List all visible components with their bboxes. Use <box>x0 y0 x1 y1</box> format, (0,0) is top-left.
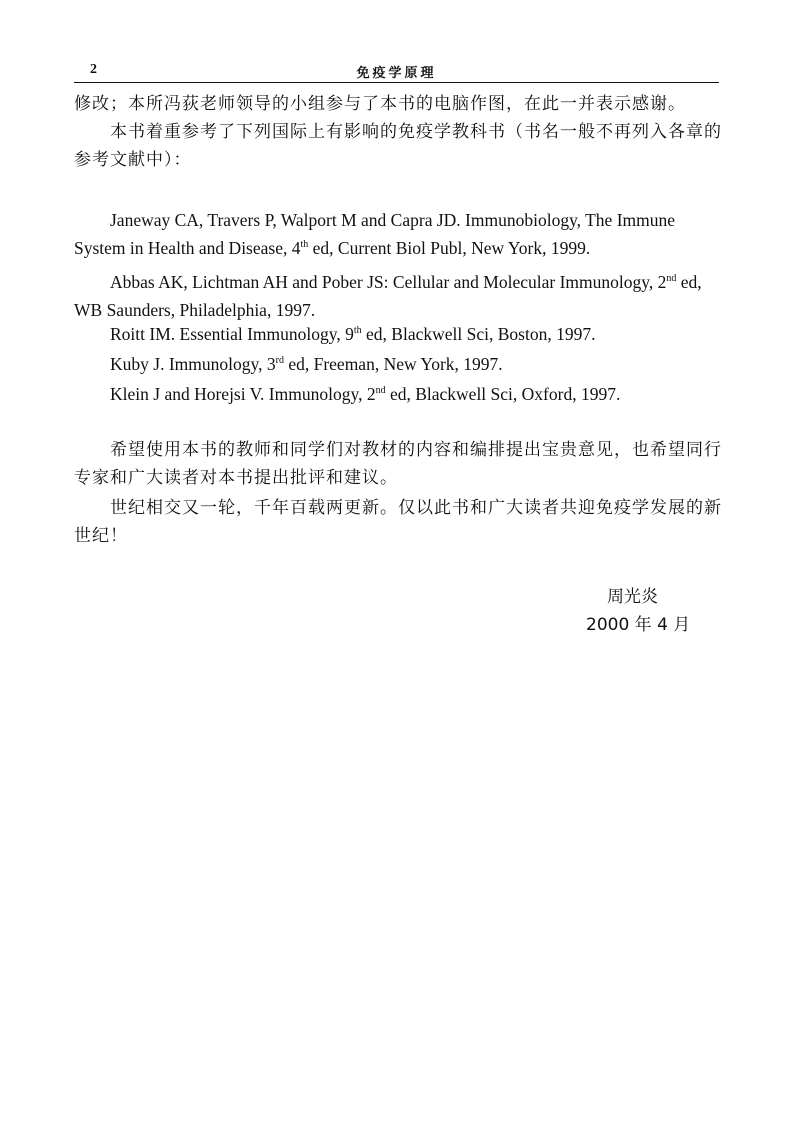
reference-entry: Janeway CA, Travers P, Walport M and Capra JD. Immunobiology, The Immune System in Health and Disease, 4th ed, Current Biol Publ, New York, 1999. <box>74 210 676 258</box>
paragraph-acknowledgement: 修改；本所冯荻老师领导的小组参与了本书的电脑作图，在此一并表示感谢。 <box>74 94 686 114</box>
paragraph-references-intro: 本书着重参考了下列国际上有影响的免疫学教科书（书名一般不再列入各章的参考文献中）： <box>74 122 722 170</box>
paragraph-feedback: 希望使用本书的教师和同学们对教材的内容和编排提出宝贵意见，也希望同行专家和广大读者对本书提出批评和建议。 <box>74 440 722 488</box>
paragraph-century: 世纪相交又一轮，千年百载两更新。仅以此书和广大读者共迎免疫学发展的新世纪！ <box>74 498 722 546</box>
page-header <box>74 60 719 83</box>
reference-entry: Roitt IM. Essential Immunology, 9th ed, Blackwell Sci, Boston, 1997. <box>110 324 596 344</box>
reference-entry: Kuby J. Immunology, 3rd ed, Freeman, New York, 1997. <box>110 354 503 374</box>
reference-entry: Abbas AK, Lichtman AH and Pober JS: Cellular and Molecular Immunology, 2nd ed, WB Saunders, Philadelphia, 1997. <box>74 272 702 320</box>
author-signature: 周光炎 <box>607 587 658 607</box>
reference-entry: Klein J and Horejsi V. Immunology, 2nd ed, Blackwell Sci, Oxford, 1997. <box>110 384 621 404</box>
page-number: 2 <box>90 62 97 77</box>
signature-date: 2000 年 4 月 <box>586 615 691 635</box>
running-title: 免疫学原理 <box>356 66 437 81</box>
